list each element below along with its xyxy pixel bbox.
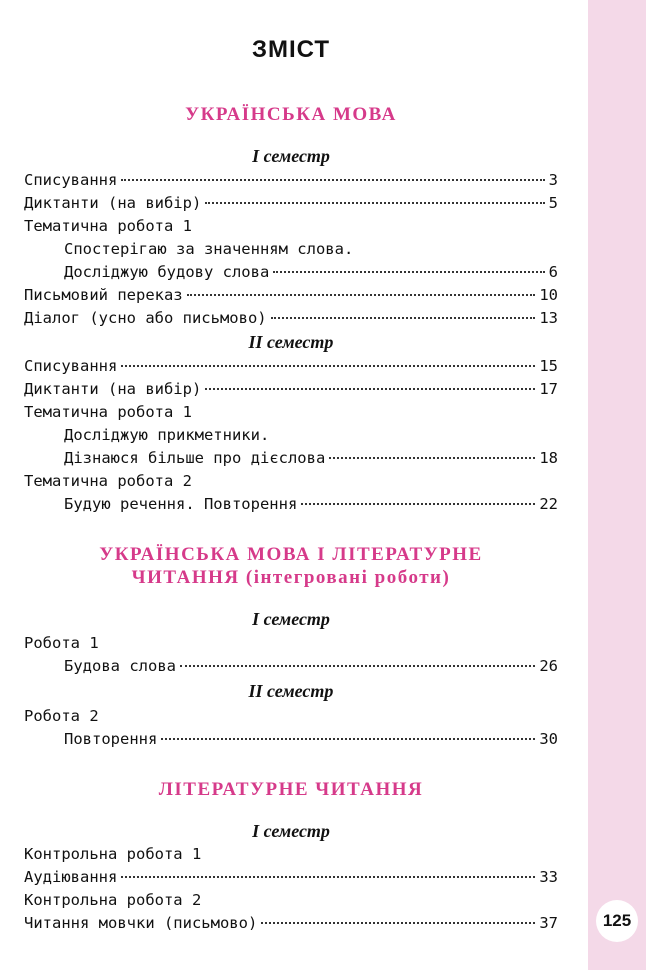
- semester-heading: ІІ семестр: [248, 332, 334, 352]
- dot-leader: [121, 365, 535, 367]
- toc-entry-title: Диктанти (на вибір): [24, 194, 202, 212]
- toc-entry[interactable]: [24, 378, 558, 400]
- dot-leader: [121, 876, 535, 878]
- page-margin-strip: [588, 0, 646, 970]
- toc-entry-title: Діалог (усно або письмово): [24, 309, 267, 327]
- semester-heading: І семестр: [252, 146, 330, 166]
- toc-entry[interactable]: [24, 493, 558, 515]
- toc-entry-title: Будова слова: [64, 657, 176, 675]
- toc-subentry: Досліджую прикметники.: [64, 426, 270, 444]
- toc-entry[interactable]: [24, 728, 558, 750]
- section-title-integrated-line2: ЧИТАННЯ (інтегровані роботи): [131, 567, 451, 588]
- toc-entry-page: 37: [539, 914, 558, 932]
- page-title: ЗМІСТ: [251, 36, 331, 63]
- dot-leader: [205, 202, 544, 204]
- toc-entry-title: Списування: [24, 171, 118, 189]
- toc-entry[interactable]: [24, 284, 558, 306]
- toc-entry-page: 5: [548, 194, 558, 212]
- toc-entry-page: 30: [539, 730, 558, 748]
- toc-entry-title: Списування: [24, 357, 118, 375]
- dot-leader: [271, 317, 536, 319]
- toc-entry-title: Будую речення. Повторення: [64, 495, 298, 513]
- semester-heading: І семестр: [252, 821, 330, 841]
- toc-entry[interactable]: [24, 912, 558, 934]
- dot-leader: [161, 738, 535, 740]
- toc-group-heading: Тематична робота 1: [24, 217, 192, 235]
- toc-entry[interactable]: [24, 192, 558, 214]
- toc-entry-page: 18: [539, 449, 558, 467]
- toc-entry-page: 3: [548, 171, 558, 189]
- toc-entry[interactable]: [24, 355, 558, 377]
- dot-leader: [205, 388, 535, 390]
- dot-leader: [273, 271, 544, 273]
- page-number: 125: [596, 900, 638, 942]
- toc-entry-page: 17: [539, 380, 558, 398]
- toc-entry-title: Повторення: [64, 730, 158, 748]
- toc-entry-title: Диктанти (на вибір): [24, 380, 202, 398]
- toc-entry-page: 26: [539, 657, 558, 675]
- dot-leader: [187, 294, 536, 296]
- toc-entry-title: Письмовий переказ: [24, 286, 183, 304]
- toc-group-heading: Робота 1: [24, 634, 99, 652]
- dot-leader: [121, 179, 544, 181]
- toc-entry[interactable]: [24, 447, 558, 469]
- section-title-integrated-line1: УКРАЇНСЬКА МОВА І ЛІТЕРАТУРНЕ: [99, 544, 483, 565]
- toc-entry-page: 10: [539, 286, 558, 304]
- dot-leader: [301, 503, 535, 505]
- toc-entry-page: 13: [539, 309, 558, 327]
- toc-entry-title: Дізнаюся більше про дієслова: [64, 449, 326, 467]
- dot-leader: [261, 922, 535, 924]
- dot-leader: [180, 665, 535, 667]
- toc-entry-title: Аудіювання: [24, 868, 118, 886]
- toc-entry-page: 15: [539, 357, 558, 375]
- toc-entry-page: 22: [539, 495, 558, 513]
- section-title-literary-reading: ЛІТЕРАТУРНЕ ЧИТАННЯ: [158, 779, 424, 800]
- section-title-ukrainian: УКРАЇНСЬКА МОВА: [185, 104, 397, 125]
- toc-entry[interactable]: [24, 655, 558, 677]
- semester-heading: І семестр: [252, 609, 330, 629]
- toc-entry-title: Досліджую будову слова: [64, 263, 270, 281]
- toc-group-heading: Робота 2: [24, 707, 99, 725]
- toc-entry-page: 6: [548, 263, 558, 281]
- semester-heading: ІІ семестр: [248, 681, 334, 701]
- toc-entry-page: 33: [539, 868, 558, 886]
- toc-group-heading: Контрольна робота 2: [24, 891, 202, 909]
- toc-entry[interactable]: [24, 307, 558, 329]
- toc-entry[interactable]: [24, 866, 558, 888]
- toc-entry[interactable]: [24, 169, 558, 191]
- toc-entry[interactable]: [24, 261, 558, 283]
- toc-subentry: Спостерігаю за значенням слова.: [64, 240, 354, 258]
- toc-entry-title: Читання мовчки (письмово): [24, 914, 258, 932]
- toc-group-heading: Тематична робота 2: [24, 472, 192, 490]
- dot-leader: [329, 457, 535, 459]
- toc-group-heading: Контрольна робота 1: [24, 845, 202, 863]
- toc-group-heading: Тематична робота 1: [24, 403, 192, 421]
